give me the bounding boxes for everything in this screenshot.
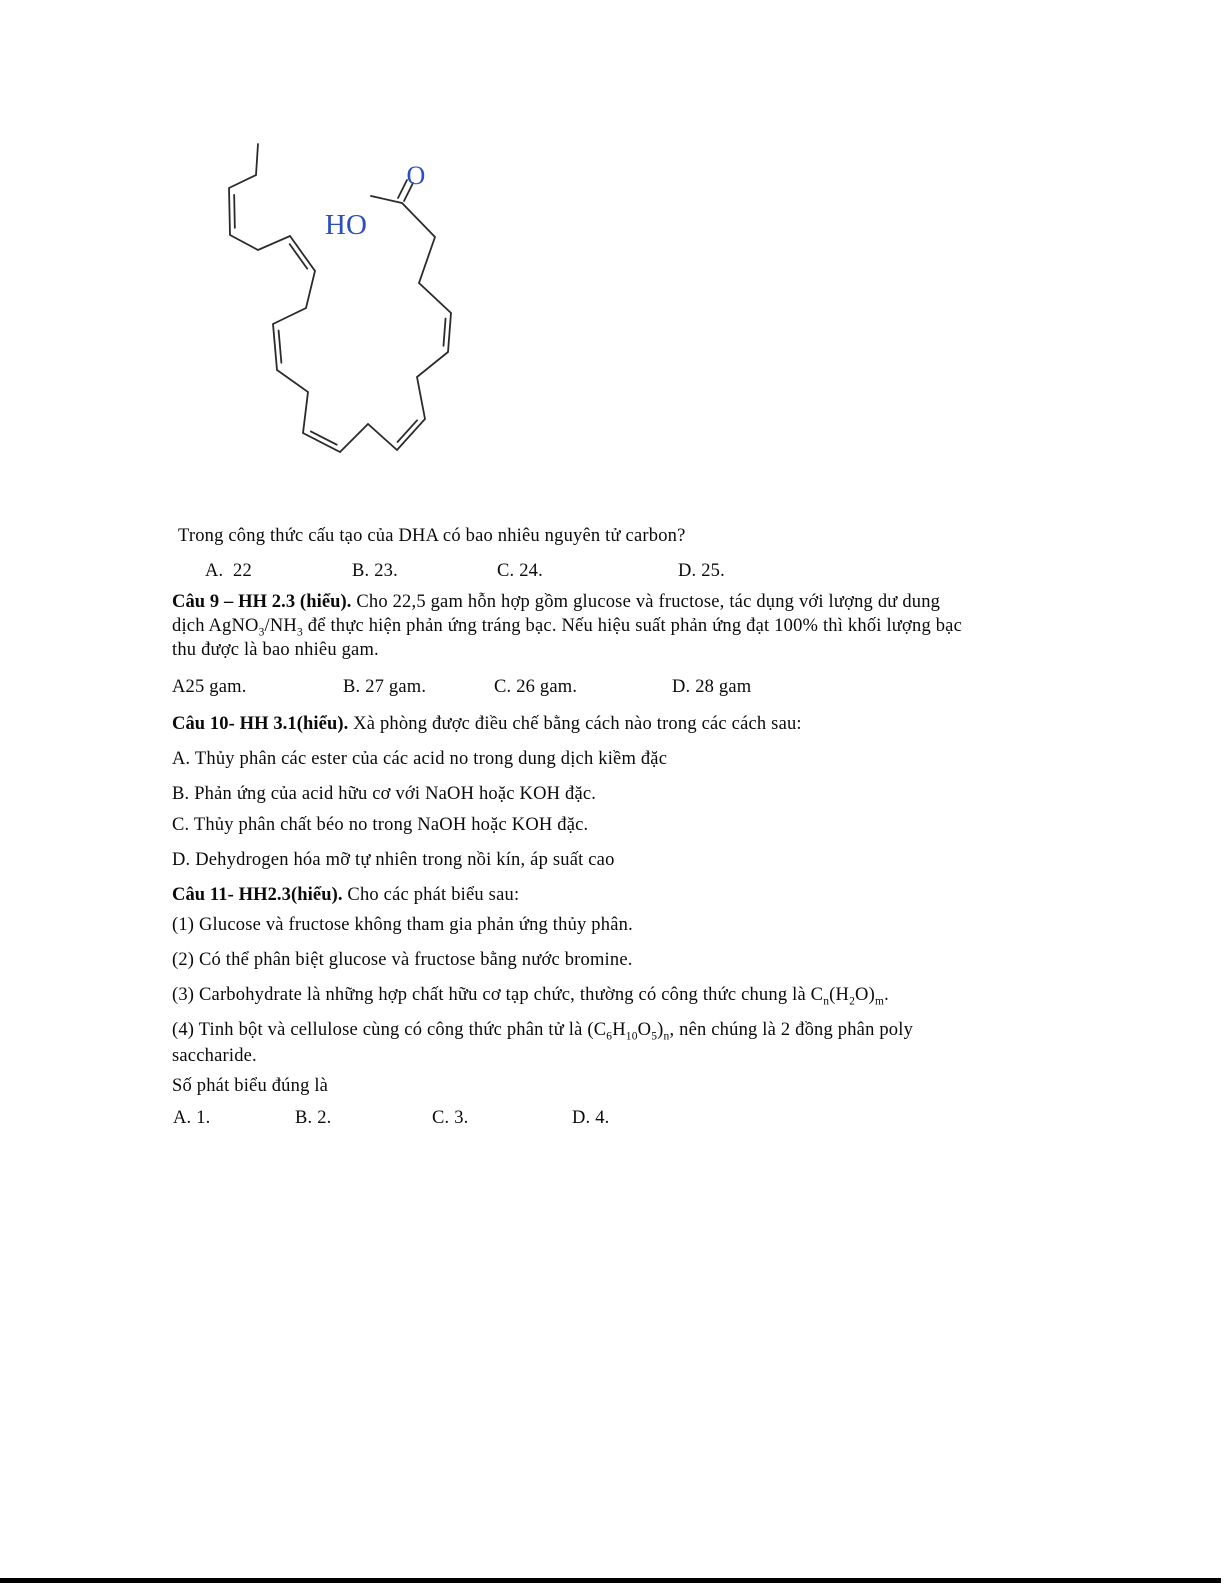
carbonyl-oxygen-label: O: [406, 161, 426, 190]
q11-closing: Số phát biểu đúng là: [172, 1076, 329, 1096]
q10-option-a: A. Thủy phân các ester của các acid no trong dung dịch kiềm đặc: [172, 749, 668, 769]
q11-statement-2: (2) Có thể phân biệt glucose và fructose bằng nước bromine.: [172, 950, 633, 970]
q11-option-b: B. 2.: [295, 1108, 332, 1128]
q9-option-a: A25 gam.: [172, 677, 247, 697]
dha-structure-image: [190, 120, 490, 480]
q9-options-row: [0, 677, 1225, 703]
q11-option-d: D. 4.: [572, 1108, 610, 1128]
carbon-skeleton: [229, 144, 451, 452]
q10-option-d: D. Dehydrogen hóa mỡ tự nhiên trong nồi kín, áp suất cao: [172, 850, 615, 870]
q11-statement-1: (1) Glucose và fructose không tham gia phản ứng thủy phân.: [172, 915, 633, 935]
q11-statement-4: (4) Tinh bột và cellulose cùng có công thức phân tử là $(C_6H_{10}O_5)_n$, nên chúng là 2 đồng phân poly saccharide.: [172, 1020, 914, 1066]
page-bottom-border: [0, 1578, 1221, 1583]
q11-options-row: [0, 1108, 1225, 1134]
q11-header: Câu 11- HH2.3(hiểu). Cho các phát biểu sau:: [172, 885, 520, 905]
q9-option-b: B. 27 gam.: [343, 677, 427, 697]
hydroxyl-label: HO: [324, 209, 368, 241]
q8-stem: Trong công thức cấu tạo của DHA có bao nhiêu nguyên tử carbon?: [178, 526, 686, 546]
q8-options-row: [0, 561, 1225, 587]
q10-option-b: B. Phản ứng của acid hữu cơ với NaOH hoặc KOH đặc.: [172, 784, 597, 804]
q8-option-c: C. 24.: [497, 561, 543, 581]
molecule-bonds: [229, 144, 451, 452]
q9-text: Câu 9 – HH 2.3 (hiểu). Cho 22,5 gam hỗn hợp gồm glucose và fructose, tác dụng với lượng dư dung dịch $AgNO_3/NH_3$ để thực hiện phản ứng tráng bạc. Nếu hiệu suất phản ứng đạt 100% thì khối lượng bạc thu được là bao nhiêu gam.: [172, 592, 962, 660]
q9-option-d: D. 28 gam: [672, 677, 752, 697]
q8-option-d: D. 25.: [678, 561, 725, 581]
q11-option-a: A. 1.: [173, 1108, 211, 1128]
q11-statement-3: (3) Carbohydrate là những hợp chất hữu cơ tạp chức, thường có công thức chung là $C_n(H_2O)_m$.: [172, 985, 889, 1008]
q9-option-c: C. 26 gam.: [494, 677, 578, 697]
q11-option-c: C. 3.: [432, 1108, 469, 1128]
q10-header: Câu 10- HH 3.1(hiểu). Xà phòng được điều chế bằng cách nào trong các cách sau:: [172, 714, 802, 734]
q8-option-b: B. 23.: [352, 561, 398, 581]
q8-option-a: A. 22: [205, 561, 252, 581]
q10-option-c: C. Thủy phân chất béo no trong NaOH hoặc KOH đặc.: [172, 815, 589, 835]
